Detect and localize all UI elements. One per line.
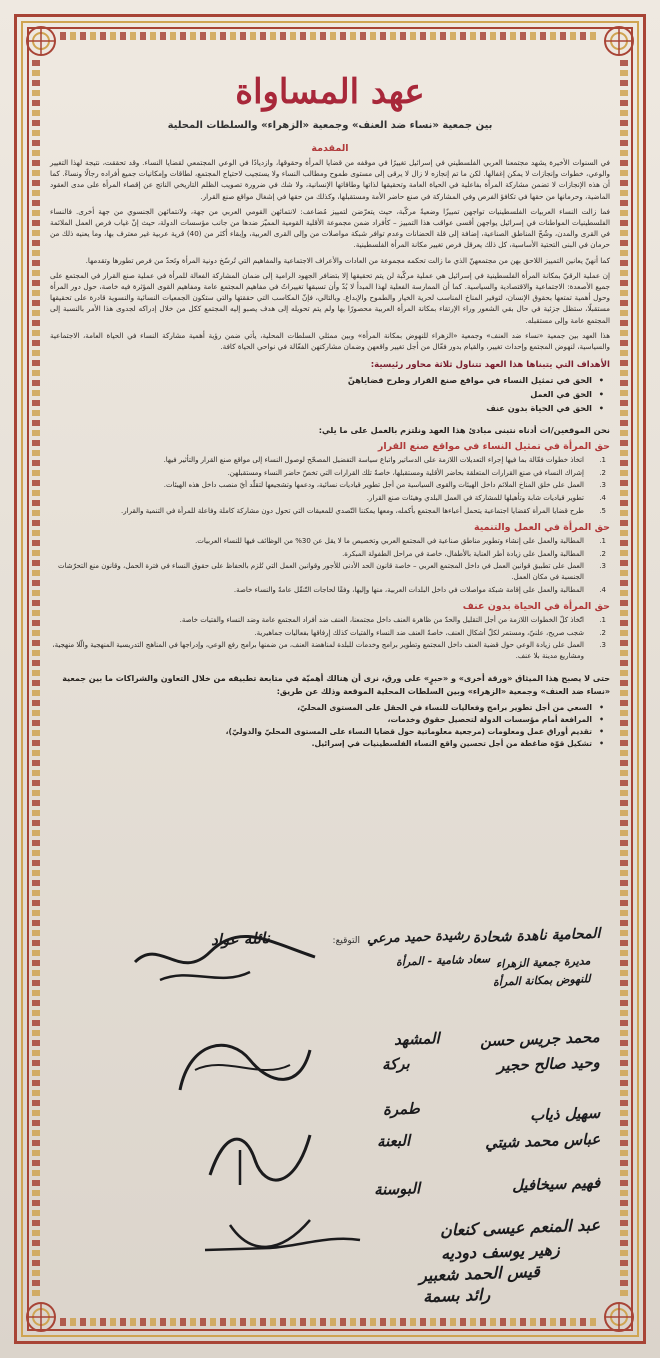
item-text: المطالبة والعمل على إنشاء وتطوير مناطق صناعية في المجتمع العربي وتخصيص ما لا يقل عن 30% من الوظائف فيها للنساء العربيات. [195,537,584,546]
signature: قيس الحمد شعبير [418,1261,541,1286]
ornament-band-bottom [60,1318,600,1326]
item-text: طرح قضايا المرأة كقضايا اجتماعية يتحمل أعباءها المجتمع بأكمله، ومعها يمكننا التّصدي للمعيقات التي تحول دون مشاركة كاملة وفاعلة للمرأة في التنمية والقرار. [121,506,584,515]
handwritten-signature [170,1030,320,1100]
closing-item: • تشكيل قوّة ضاغطة من أجل تحسين واقع النساء الفلسطينيات في إسرائيل. [50,738,610,750]
item-number: 3. [599,641,606,650]
item-text: المطالبة والعمل على زيادة أطر العناية بالأطفال، خاصة في مراحل الطفولة المبكرة. [342,549,584,558]
intro-paragraph: إن عملية الرقيّ بمكانة المرأة الفلسطينية في إسرائيل هي عملية مركّبة لن يتم تحقيقها إلا بتضافر الجهود الرامية إلى ضمان المشاركة الفعالة للمرأة في عملية صنع القرار في المجتمع على جميع الأصعدة: الاجتماعية والاقتصادية والسياسية. كما أن الممارسة الفعلية لهذا المبدأ لا بُدّ وأن تسبقها تغييراتٌ في مفاهيم المجتمع عامة ومفاهيم القوى المؤثرة فيه خاصة، حول دور المرأة وحول أهمية تمتعها بحقوق الإنسان، لتوفير المناخ المناسب لحرية الخيار والطموح والإبداع. وبالتالي، فإنّ المكاسب التي حققتها والتي ستكون الجمعيات النسائية والنسوية قادرة على تحقيقها مستقبلًا، ستظل جزئية في حال بقي الشعور وراء الإرتقاء بمكانة المرأة العربية محصورًا بها ولم يتم تحويله إلى هدف يصبو إليه المجتمع ككل من خلال إدراكه لجدوى هذا الأمر بالنسبة إلى المجتمع عامة وإلى مستقبله. [50,270,610,325]
commitment-statement: نحن الموقعين/ات أدناه نتبنى مبادئ هذا العهد ونلتزم بالعمل على ما يلي: [318,425,610,436]
item-number: 1. [599,616,606,625]
section-heading: حق المرأة في الحياة بدون عنف [462,601,610,613]
signature: سهيل ذياب [529,1103,601,1125]
signature: بركة [382,1054,411,1074]
handwritten-signature [200,1210,370,1270]
signature: فهيم سيخافيل [511,1173,601,1195]
item-number: 5. [599,506,606,515]
signature: عباس محمد شيتي [484,1129,601,1153]
signature: البعنة [376,1131,411,1151]
handwritten-signature [200,1120,320,1190]
list-item [50,468,610,479]
intro-paragraph: فما زالت النساء العربيات الفلسطينيات تواجهن تمييزًا وضعيةً مركّبة، حيث يتعرّضن لتمييز مُضاعف: لانتمائهن القومي العربي من جهة، ولانتمائهن الجنسوي من جهة أخرى. فالنساء الفلسطينيات المواطنات في إسرائيل يواجهن أقسى عواقب هذا التمييز – كأفراد ضمن مجموعة الأقلية القومية المميّز ضدها من جانب مؤسسات الدولة، حيث إنّ غياب فرص العمل الملائمة في القرى والمدن، وشُحّ المناطق الصناعية، إضافة إلى قلة الحضانات وعدم توافر شبكة مواصلات من وإلى القرى العربية، وإبقاء أكثر من (40) قرية عربية غير معترف بها، وما يعنيه ذلك من حرمان في البنى التحتية الأساسية، كل ذلك يعرقل فرص تغيير مكانة المرأة الفلسطينية. [50,206,610,250]
list-item [50,506,610,517]
ornament-band-left [32,60,40,1298]
signature: مديرة جمعية الزهراء [495,954,591,971]
signature: محمد جريس حسن [480,1027,601,1051]
list-item [50,585,610,596]
list-item [50,628,610,639]
item-text: المطالبة والعمل على إقامة شبكة مواصلات في داخل البلدات العربية، منها وإليها، وفقًا لحاجات التّنقّل عامةً والنساء خاصة. [233,585,584,594]
document-title: عهد المساواة [235,72,425,112]
section-heading: حق المرأة في تمثيل النساء في مواقع صنع القرار [377,441,610,453]
intro-paragraph: كما أنهنّ يعانين التمييز اللاحق بهن من مجتمعهنّ الذي ما زالت تحكمه مجموعة من العادات والأعراف الاجتماعية والمفاهيم التي تُرسّخ دونية المرأة وتَحدّ من فرص تطورها وتقدمها. [85,255,610,265]
item-text: اتّخاذ كلّ الخطوات اللازمة من أجل التقليل والحدّ من ظاهرة العنف داخل مجتمعنا، العنف ضد أفراد المجتمع عامة وضد النساء والفتيات خاصة. [179,616,584,625]
goals-title: الأهداف التي يتبناها هذا العهد تتناول ثلاثة محاور رئيسية: [370,360,610,371]
document-body [50,60,610,1307]
intro-heading: المقدمة [311,143,349,154]
signature: عبد المنعم عيسى كنعان [439,1215,601,1240]
signature: المشهد [394,1029,441,1049]
signatures-area [50,925,610,1310]
list-item [50,615,610,626]
intro-paragraph: في السنوات الأخيرة يشهد مجتمعنا العربي الفلسطيني في إسرائيل تغييرًا في موقفه من قضايا المرأة وحقوقها، وازديادًا في الوعي المجتمعي لقضايا النساء. وقد تحققت، نتيجة لهذا التغيير والوعي، خطوات وإنجازات لا يمكن إغفالها. لكن ما تم إنجازه لا زال لا يرقى إلى مستوى طموح ومطالب النساء ولا يستجيب لاحتياج المجتمع، لطاقات وإمكانيات جميع أفراده رجالًا ونساءً. كما أن هذه الإنجازات لا تضمن مشاركة المرأة بفاعلية في الحياة العامة وتحقيقها لذاتها وطاقاتها الإنسانية، ولا شك في ضرورة تصويب الظلم التاريخي الناتج عن إقصاء المرأة على مدى العقود الماضية، وحرمانها من حقها في تكافؤ الفرص وفي المشاركة في صنع حاضر الأمة ومستقبلها، وكذلك من حقها في إشغال مواقع صنع القرار. [50,158,610,201]
item-text: إشراك النساء في صنع القرارات المتعلقة بحاضر الأقلية ومستقبلها، خاصةً تلك القرارات التي تخصّ حاضر النساء ومستقبلهن. [227,468,584,477]
signature: البوسنة [373,1179,421,1199]
signature: زهير يوسف دوديه [441,1239,561,1264]
closing-paragraph: حتى لا يصبح هذا الميثاق «ورقة أخرى» و «حبرٍ» على ورق، نرى أن هنالك أهميّة في متابعة تطبيقه من خلال التعاون والشراكات ما بين جمعية «نساء ضد العنف» وجمعية «الزهراء» وبين السلطات المحلية الموقعة وذلك عن طريق: [62,673,610,696]
item-number: 2. [599,549,606,558]
item-text: العمل على تطبيق قوانين العمل في داخل المجتمع العربي – خاصة قانون الحد الأدنى للأجور وقوانين العمل التي تُلزم بالحفاظ على حقوق النساء في فترة الحمل، وقانون منع التحرّشات الجنسية في مكان العمل. [58,562,584,581]
item-text: شجب صريح، علنيّ، ومستمر لكلّ أشكال العنف، خاصةً العنف ضد النساء والفتيات كذلك إرفاقها بفعاليات جماهيرية. [254,628,584,637]
goal-item: • الحق في العمل [50,387,610,401]
list-item [50,455,610,466]
item-text: اتخاذ خطوات فعّالة بما فيها إجراء التعديلات اللازمة على الدساتير واتباع سياسة التفضيل المصحّح لوصول النساء إلى مواقع صنع القرار والتأثير فيها. [163,456,584,465]
item-text: تطوير قياديات شابة وتأهيلها للمشاركة في العمل البلدي وهيئات صنع القرار. [366,494,584,503]
section-heading: حق المرأة في العمل والتنمية [474,522,610,534]
goal-item: • الحق في الحياة بدون عنف [50,401,610,415]
goal-item: • الحق في تمثيل النساء في مواقع صنع القرار وطرح قضاياهنّ [50,373,610,387]
item-number: 2. [599,468,606,477]
document-subtitle: بين جمعية «نساء ضد العنف» وجمعية «الزهراء» والسلطات المحلية [167,120,493,131]
signature: رشيدة حميد مرعي [366,928,471,947]
closing-item: • تقديم أوراق عمل ومعلومات (مرجعية معلوماتية حول قضايا النساء على المستوى المحليّ والدوليّ)، [50,726,610,738]
handwritten-signature [130,932,320,992]
signature: سعاد شامية - المرأة [395,952,491,969]
item-number: 4. [599,494,606,503]
list-item [50,640,610,661]
signature: للنهوض بمكانة المرأة [492,972,591,989]
item-number: 2. [599,628,606,637]
list-item [50,561,610,582]
signature: رائد بسمة [422,1284,491,1307]
intro-paragraph: هذا العهد بين جمعية «نساء ضد العنف» وجمعية «الزهراء للنهوض بمكانة المرأة» وبين ممثلي السلطات المحلية، يأتي ضمن رؤية أهمية مشاركة النساء في الحياة العامة، الاجتماعية والسياسية، لنهوض المجتمع وإحداث تغيير، والقيام بدور فعّال من أجل تغيير واقعهن وضمان مشاركتهن الفعّالة في نواحي الحياة كافة. [50,330,610,352]
item-number: 4. [599,585,606,594]
ornament-band-top [60,32,600,40]
list-item [50,480,610,491]
signature: المحامية ناهدة شحادة [472,925,601,947]
signature: طمرة [382,1099,421,1119]
closing-item: • المرافعة أمام مؤسسات الدولة لتحصيل حقوق وخدمات، [50,714,610,726]
item-number: 1. [599,537,606,546]
signature-label: التوقيع: [332,936,360,946]
item-text: العمل على زيادة الوعي حول قضية العنف داخل المجتمع وتطوير برامج وخدمات للبلدة لمناهضة العنف، من ضمنها برامج رفع الوعي، وإدراجها في المناهج التدريسية المنهجية والّلا منهجية، ومشاريع مدينة بلا عنف. [52,641,584,660]
ornament-band-right [620,60,628,1298]
item-number: 3. [599,562,606,571]
item-text: العمل على خلق المناخ الملائم داخل الهيئات والقوى السياسية من أجل تطوير قياديات نسائية، ودعمها وتشجيعها لتقلّد أيّ منصب داخل هذه الهيئات. [163,481,584,490]
signature: نائلة عواد [211,928,271,950]
signature: وحيد صالح حجير [497,1053,601,1075]
corner-knot-ornament [18,18,64,64]
item-number: 1. [599,456,606,465]
list-item [50,549,610,560]
list-item [50,536,610,547]
list-item [50,493,610,504]
item-number: 3. [599,481,606,490]
closing-item: • السعي من أجل تطوير برامج وفعاليات للنساء في الحقل على المستوى المحليّ، [50,702,610,714]
corner-knot-ornament [596,18,642,64]
